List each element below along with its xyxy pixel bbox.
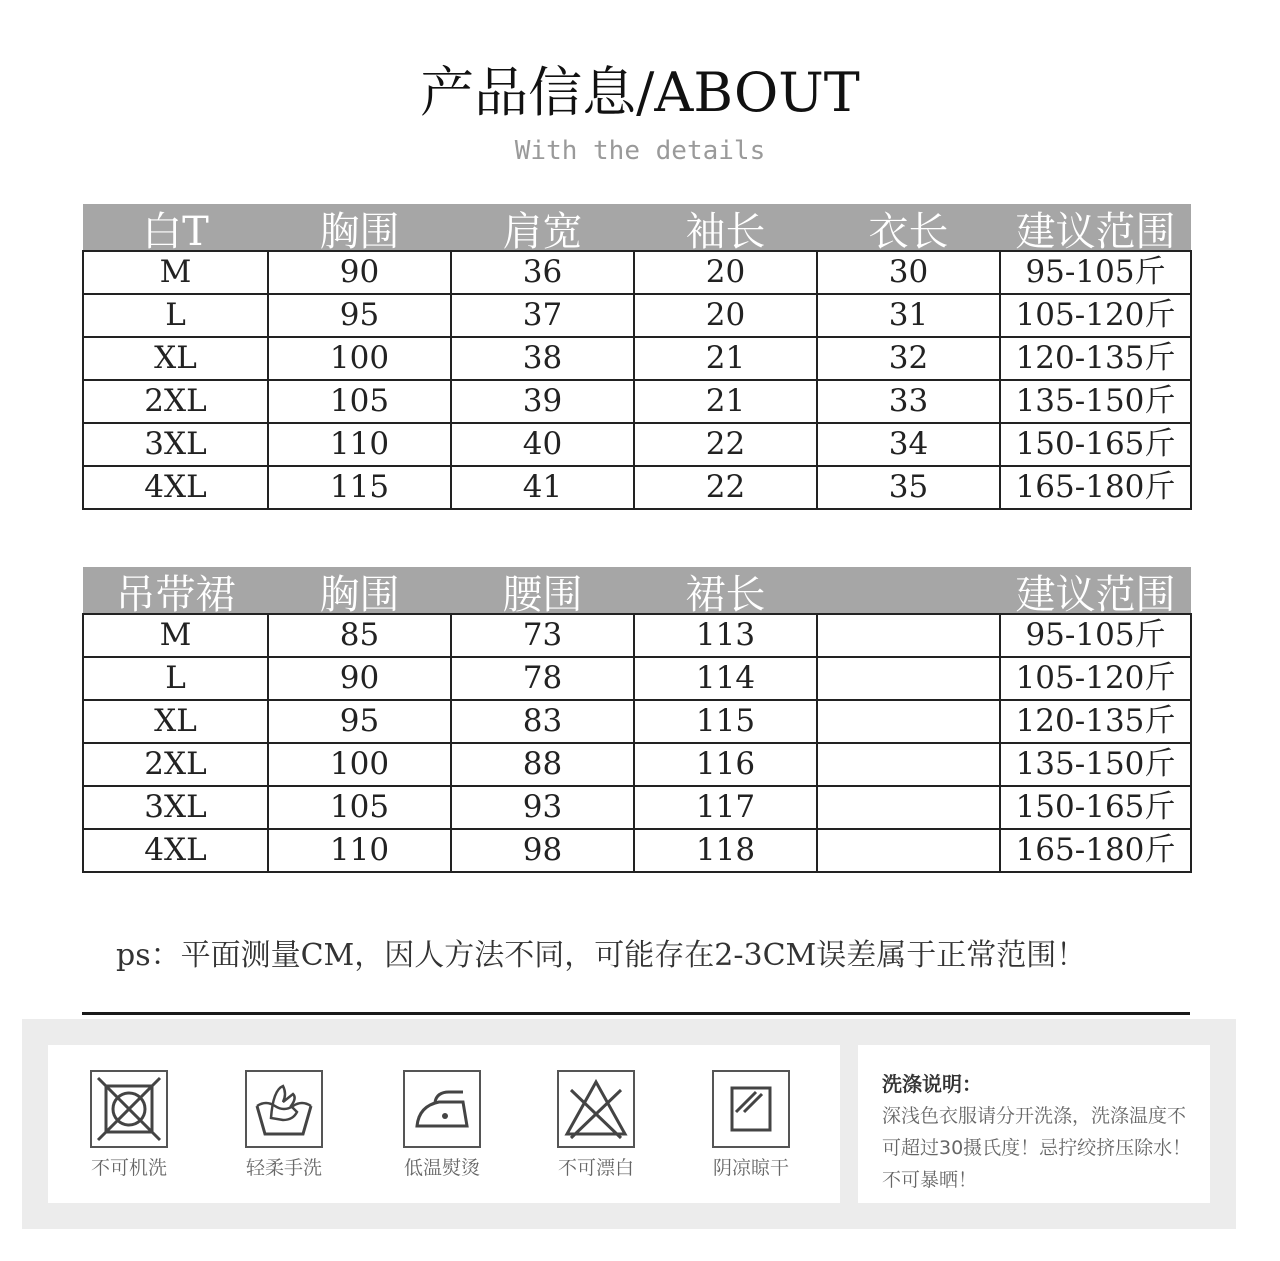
table-cell: 20: [634, 294, 817, 337]
table-cell: 21: [634, 380, 817, 423]
table-cell: 118: [634, 829, 817, 872]
table-cell: 120-135斤: [1000, 700, 1191, 743]
column-header: [817, 204, 1000, 251]
table-cell: 95-105斤: [1000, 251, 1191, 294]
table-row: [83, 786, 1191, 829]
table-cell: 114: [634, 657, 817, 700]
table-cell: 120-135斤: [1000, 337, 1191, 380]
table-cell: 115: [634, 700, 817, 743]
column-header-label: 建议范围: [1015, 572, 1176, 614]
table-cell: 95: [268, 700, 451, 743]
column-header-label: 袖长: [685, 209, 766, 251]
table-cell: [817, 614, 1000, 657]
table-cell: 4XL: [83, 466, 268, 509]
column-header-label: [817, 567, 1000, 613]
table-row: [83, 743, 1191, 786]
table-cell: [817, 657, 1000, 700]
table-cell: 165-180斤: [1000, 829, 1191, 872]
wash-instructions-text: 深浅色衣服请分开洗涤，洗涤温度不可超过30摄氏度！忌拧绞挤压除水！不可暴晒！: [882, 1105, 1192, 1191]
table-cell: L: [83, 657, 268, 700]
column-header: [451, 567, 634, 614]
table-cell: L: [83, 294, 268, 337]
care-item-no-bleach: [536, 1070, 656, 1180]
table-header-row: [83, 204, 1191, 251]
low-temp-iron-icon: [403, 1070, 481, 1148]
care-label: 阴凉晾干: [712, 1157, 789, 1179]
no-machine-wash-icon: [90, 1070, 168, 1148]
dress-size-table: [82, 567, 1192, 873]
table-cell: 150-165斤: [1000, 423, 1191, 466]
table-cell: 32: [817, 337, 1000, 380]
page-title: 产品信息/ABOUT: [420, 61, 860, 124]
table-header-row: [83, 567, 1191, 614]
table-cell: 40: [451, 423, 634, 466]
table-cell: 73: [451, 614, 634, 657]
table-cell: 105-120斤: [1000, 657, 1191, 700]
table-cell: 88: [451, 743, 634, 786]
column-header: [1000, 204, 1191, 251]
measurement-note: ps：平面测量CM，因人方法不同，可能存在2-3CM误差属于正常范围！: [116, 938, 1087, 973]
table-cell: 105: [268, 380, 451, 423]
care-label: 不可漂白: [557, 1157, 634, 1179]
table-row: [83, 251, 1191, 294]
table-row: [83, 614, 1191, 657]
column-header-label: 吊带裙: [115, 572, 236, 614]
table-cell: 90: [268, 657, 451, 700]
care-label: 低温熨烫: [403, 1157, 480, 1179]
column-header-label: 裙长: [685, 572, 766, 614]
care-item-hand-wash: [224, 1070, 344, 1180]
table-row: [83, 337, 1191, 380]
divider: [82, 1012, 1190, 1015]
table-cell: 22: [634, 423, 817, 466]
column-header: [451, 204, 634, 251]
table-cell: M: [83, 251, 268, 294]
column-header-label: 白T: [142, 209, 209, 251]
table-cell: 3XL: [83, 786, 268, 829]
table-cell: 20: [634, 251, 817, 294]
table-cell: [817, 829, 1000, 872]
table-cell: 100: [268, 337, 451, 380]
table-cell: 116: [634, 743, 817, 786]
table-cell: 33: [817, 380, 1000, 423]
table-cell: 34: [817, 423, 1000, 466]
table-cell: 78: [451, 657, 634, 700]
column-header-label: 衣长: [868, 209, 949, 251]
table-cell: 83: [451, 700, 634, 743]
tshirt-size-table: [82, 204, 1192, 510]
care-item-no-machine-wash: [69, 1070, 189, 1180]
table-cell: 100: [268, 743, 451, 786]
shade-dry-icon: [712, 1070, 790, 1148]
table-cell: 95-105斤: [1000, 614, 1191, 657]
table-cell: 117: [634, 786, 817, 829]
table-cell: 113: [634, 614, 817, 657]
table-row: [83, 423, 1191, 466]
wash-instructions-title: 洗涤说明：: [882, 1072, 982, 1096]
column-header-label: 胸围: [319, 572, 400, 614]
column-header-label: 肩宽: [502, 209, 583, 251]
hand-wash-icon: [245, 1070, 323, 1148]
column-header: [634, 204, 817, 251]
table-row: [83, 294, 1191, 337]
table-cell: 21: [634, 337, 817, 380]
column-header: [83, 567, 268, 614]
table-cell: 39: [451, 380, 634, 423]
table-row: [83, 700, 1191, 743]
table-cell: 2XL: [83, 380, 268, 423]
table-cell: 37: [451, 294, 634, 337]
table-cell: XL: [83, 337, 268, 380]
table-cell: XL: [83, 700, 268, 743]
care-label: 不可机洗: [90, 1157, 167, 1179]
care-item-shade-dry: [691, 1070, 811, 1180]
table-cell: [817, 786, 1000, 829]
table-row: [83, 657, 1191, 700]
table-cell: 165-180斤: [1000, 466, 1191, 509]
no-bleach-icon: [557, 1070, 635, 1148]
table-cell: 36: [451, 251, 634, 294]
table-row: [83, 380, 1191, 423]
table-cell: 41: [451, 466, 634, 509]
table-row: [83, 466, 1191, 509]
table-cell: 135-150斤: [1000, 380, 1191, 423]
column-header-label: 腰围: [502, 572, 583, 614]
table-cell: 90: [268, 251, 451, 294]
column-header: [634, 567, 817, 614]
table-cell: 35: [817, 466, 1000, 509]
column-header: [817, 567, 1000, 614]
table-cell: 110: [268, 829, 451, 872]
table-cell: 135-150斤: [1000, 743, 1191, 786]
table-cell: 105: [268, 786, 451, 829]
table-cell: [817, 743, 1000, 786]
table-cell: 30: [817, 251, 1000, 294]
column-header: [1000, 567, 1191, 614]
table-cell: 93: [451, 786, 634, 829]
table-cell: 3XL: [83, 423, 268, 466]
table-cell: 95: [268, 294, 451, 337]
table-cell: 4XL: [83, 829, 268, 872]
column-header-label: 建议范围: [1015, 209, 1176, 251]
table-cell: 2XL: [83, 743, 268, 786]
column-header: [83, 204, 268, 251]
table-cell: 38: [451, 337, 634, 380]
table-cell: [817, 700, 1000, 743]
table-cell: M: [83, 614, 268, 657]
column-header-label: 胸围: [319, 209, 400, 251]
column-header: [268, 204, 451, 251]
table-row: [83, 829, 1191, 872]
column-header: [268, 567, 451, 614]
page-subtitle: With the details: [514, 136, 766, 166]
table-cell: 105-120斤: [1000, 294, 1191, 337]
table-cell: 22: [634, 466, 817, 509]
care-label: 轻柔手洗: [245, 1157, 322, 1179]
care-item-low-temp-iron: [382, 1070, 502, 1180]
table-cell: 85: [268, 614, 451, 657]
table-cell: 31: [817, 294, 1000, 337]
table-cell: 150-165斤: [1000, 786, 1191, 829]
table-cell: 110: [268, 423, 451, 466]
table-cell: 98: [451, 829, 634, 872]
table-cell: 115: [268, 466, 451, 509]
